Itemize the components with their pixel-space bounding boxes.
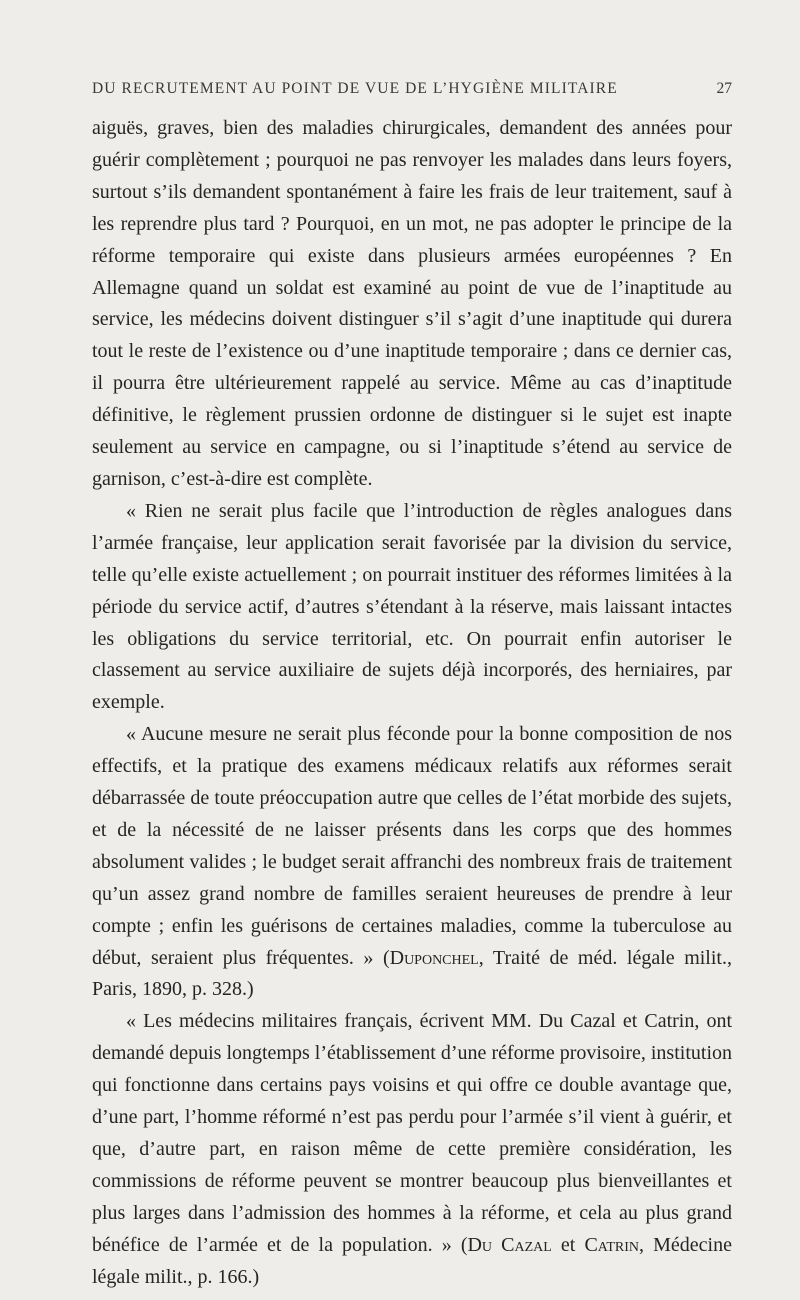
citation-author: Duponchel [389,946,479,969]
citation-reference: , Médecine légale milit., p. 166.) [92,1233,732,1288]
running-title: DU RECRUTEMENT AU POINT DE VUE DE L’HYGIÈNE MILITAIRE [92,80,618,97]
page-number: 27 [716,80,732,97]
paragraph-1 [92,113,732,496]
running-header [92,80,732,104]
paragraph-1-text: aiguës, graves, bien des maladies chirurgicales, demandent des années pour guérir complètement ; pourquoi ne pas renvoyer les malades dans leurs foyers, surtout s’ils demandent spontanément à faire les frais de leur traitement, sauf à les reprendre plus tard ? Pourquoi, en un mot, ne pas adopter le principe de la réforme temporaire qui existe dans plusieurs armées européennes ? En Allemagne quand un soldat est examiné au point de vue de l’inaptitude au service, les médecins doivent distinguer s’il s’agit d’une inaptitude qui durera tout le reste de l’existence ou d’une inaptitude temporaire ; dans ce dernier cas, il pourra être ultérieurement rappelé au service. Même au cas d’inaptitude définitive, le règlement prussien ordonne de distinguer si le sujet est inapte seulement au service en campagne, ou si l’inaptitude s’étend au service de garnison, c’est-à-dire est complète. [92,117,732,490]
paragraph-3-text: « Aucune mesure ne serait plus féconde pour la bonne composition de nos effectifs, et la pratique des examens médicaux relatifs aux réformes serait débarrassée de toute préoccupation autre que celles de l’état morbide des sujets, et de la nécessité de ne laisser présents dans les corps que des hommes absolument valides ; le budget serait affranchi des nombreux frais de traitement qu’un assez grand nombre de familles seraient heureuses de prendre à leur compte ; enfin les guérisons de certaines maladies, comme la tuberculose au début, seraient plus fréquentes. » ( [92,723,732,969]
citation-author: Du Cazal [467,1233,552,1256]
citation-conjunction: et [551,1233,585,1256]
citation-author-2: Catrin [584,1233,640,1256]
body-text [92,113,732,1294]
paragraph-3 [92,719,732,1006]
paragraph-4-text: « Les médecins militaires français, écrivent MM. Du Cazal et Catrin, ont demandé depuis longtemps l’établissement d’une réforme provisoire, institution qui fonctionne dans certains pays voisins et qui offre ce double avantage que, d’une part, l’homme réformé n’est pas perdu pour l’armée s’il vient à guérir, et que, d’autre part, en raison même de cette première considération, les commissions de réforme peuvent se montrer beaucoup plus bienveillantes et plus larges dans l’admission des hommes à la réforme, et cela au plus grand bénéfice de l’armée et de la population. » ( [92,1010,732,1256]
citation-reference: , Traité de méd. légale milit., Paris, 1890, p. 328.) [92,946,732,1001]
paragraph-2 [92,496,732,719]
paragraph-4 [92,1006,732,1293]
paragraph-2-text: « Rien ne serait plus facile que l’introduction de règles analogues dans l’armée française, leur application serait favorisée par la division du service, telle qu’elle existe actuellement ; on pourrait instituer des réformes limitées à la période du service actif, d’autres s’étendant à la réserve, mais laissant intactes les obligations du service territorial, etc. On pourrait enfin autoriser le classement au service auxiliaire de sujets déjà incorporés, des herniaires, par exemple. [92,499,732,714]
